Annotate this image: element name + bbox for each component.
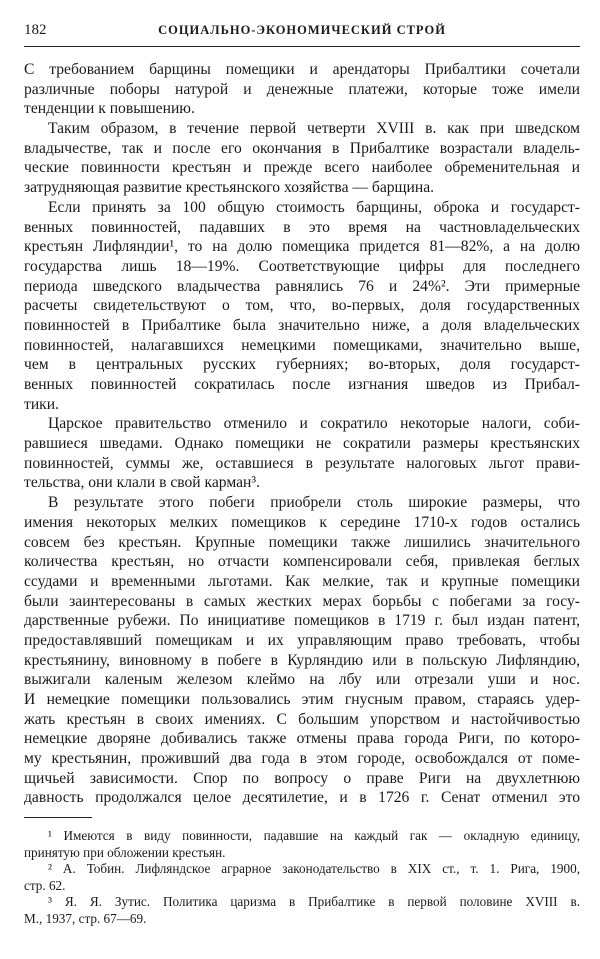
text-line: затрудняющая развитие крестьянского хозяйства — барщина. bbox=[24, 179, 435, 197]
text-line: ческие повинности крестьян и прежде всего наиболее обременительная и bbox=[24, 159, 580, 177]
footnote bbox=[24, 894, 580, 927]
text-line: венных повинностей сократилась после изгнания шведов из Прибал- bbox=[24, 376, 580, 393]
paragraph bbox=[24, 60, 580, 119]
text-line: тики. bbox=[24, 395, 59, 413]
text-line: повинностей, суммы же, оставшиеся в результате налоговых льгот прави- bbox=[24, 454, 580, 472]
page-number: 182 bbox=[24, 22, 47, 38]
text-line: тенденции к повышению. bbox=[24, 100, 195, 118]
footnote bbox=[24, 861, 580, 894]
paragraph bbox=[24, 119, 580, 198]
footnote-line: ¹ Имеются в виду повинности, падавшие на каждый гак — окладную единицу, bbox=[48, 828, 580, 843]
text-line: венных повинностей, падавших в это время на частновладельческих bbox=[24, 218, 580, 236]
text-line: щичьей зависимости. Спор по вопросу о праве Риги на двухлетнюю bbox=[24, 769, 580, 787]
footnotes bbox=[24, 828, 580, 928]
text-line: повинностей в Прибалтике была значительно ниже, а доля владельческих bbox=[24, 316, 580, 334]
footnote-line: ³ Я. Я. Зутис. Политика царизма в Прибалтике в первой половине XVIII в. bbox=[48, 894, 580, 910]
text-line: были заинтересованы в самых жестких мерах борьбы с побегами за госу- bbox=[24, 592, 580, 610]
header-rule bbox=[24, 46, 580, 47]
text-line: владычестве, так и после его окончания в Прибалтике возрастали владель- bbox=[24, 139, 580, 157]
text-line: жать крестьян в своих имениях. С большим упорством и настойчивостью bbox=[24, 710, 580, 728]
text-line: тельства, они клали в свой карман³. bbox=[24, 474, 260, 492]
body-text bbox=[24, 60, 580, 808]
footnote-line: ² А. Тобин. Лифляндское аграрное законодательство в XIX ст., т. 1. Рига, 1900, bbox=[48, 861, 580, 877]
paragraph bbox=[24, 198, 580, 415]
footnote-line: М., 1937, стр. 67—69. bbox=[24, 910, 147, 926]
text-line: Царское правительство отменило и сократило некоторые налоги, соби- bbox=[48, 415, 580, 433]
text-line: имения некоторых мелких помещиков к середине 1710-х годов остались bbox=[24, 513, 580, 531]
page-header bbox=[24, 18, 580, 44]
running-title: СОЦИАЛЬНО-ЭКОНОМИЧЕСКИЙ СТРОЙ bbox=[158, 23, 446, 37]
text-line: количества крестьян, но отчасти компенсировали себя, привлекая беглых bbox=[24, 553, 580, 571]
text-line: Если принять за 100 общую стоимость барщины, оброка и государст- bbox=[48, 198, 580, 216]
footnote bbox=[24, 828, 580, 861]
text-line: крестьянину, виновному в побеге в Курляндию или в польскую Лифляндию, bbox=[24, 651, 580, 669]
text-line: ссудами и временными льготами. Как мелкие, так и крупные помещики bbox=[24, 572, 580, 590]
text-line: крестьян Лифляндии¹, то на долю помещика придется 81—82%, а на долю bbox=[24, 238, 580, 256]
text-line: различные поборы натурой и денежные платежи, которые тоже имели bbox=[24, 80, 580, 98]
text-line: С требованием барщины помещики и арендаторы Прибалтики сочетали bbox=[24, 61, 580, 78]
paragraph bbox=[24, 414, 580, 493]
text-line: периода шведского владычества равнялись 76 и 24%². Эти примерные bbox=[24, 277, 580, 295]
footnote-separator bbox=[24, 817, 92, 818]
text-line: государства лишь 18—19%. Соответствующие цифры для последнего bbox=[24, 257, 580, 275]
text-line: расчеты свидетельствуют о том, что, во-первых, доля государственных bbox=[24, 297, 580, 315]
paragraph bbox=[24, 493, 580, 808]
text-line: предоставлявший помещикам и их управляющим право требовать, чтобы bbox=[24, 631, 580, 649]
text-line: совсем без крестьян. Крупные помещики также лишились значительного bbox=[24, 533, 580, 551]
text-line: повинностей, налагавшихся немецкими помещиками, значительно выше, bbox=[24, 336, 580, 354]
text-line: давность продолжался целое десятилетие, и в 1726 г. Сенат отменил это bbox=[24, 789, 580, 807]
text-line: чем в центральных русских губерниях; во-вторых, доля государст- bbox=[24, 356, 580, 374]
footnote-line: стр. 62. bbox=[24, 877, 66, 893]
text-line: дарственные рубежи. По инициативе помещиков в 1719 г. был издан патент, bbox=[24, 612, 580, 630]
text-line: му крестьянин, проживший два года в этом городе, освобождался от поме- bbox=[24, 750, 580, 768]
text-line: немецкие дворяне добивались также отмены права города Риги, по которо- bbox=[24, 730, 580, 748]
text-line: И немецкие помещики пользовались этим гнусным правом, стараясь удер- bbox=[24, 691, 580, 708]
footnote-line: принятую при обложении крестьян. bbox=[24, 844, 226, 860]
text-line: равшиеся шведами. Однако помещики не сократили размеры крестьянских bbox=[24, 435, 580, 453]
text-line: В результате этого побеги приобрели столь широкие размеры, что bbox=[48, 494, 580, 512]
text-line: Таким образом, в течение первой четверти XVIII в. как при шведском bbox=[48, 120, 580, 138]
text-line: выжигали каленым железом клеймо на лбу или отрезали уши и нос. bbox=[24, 671, 580, 689]
